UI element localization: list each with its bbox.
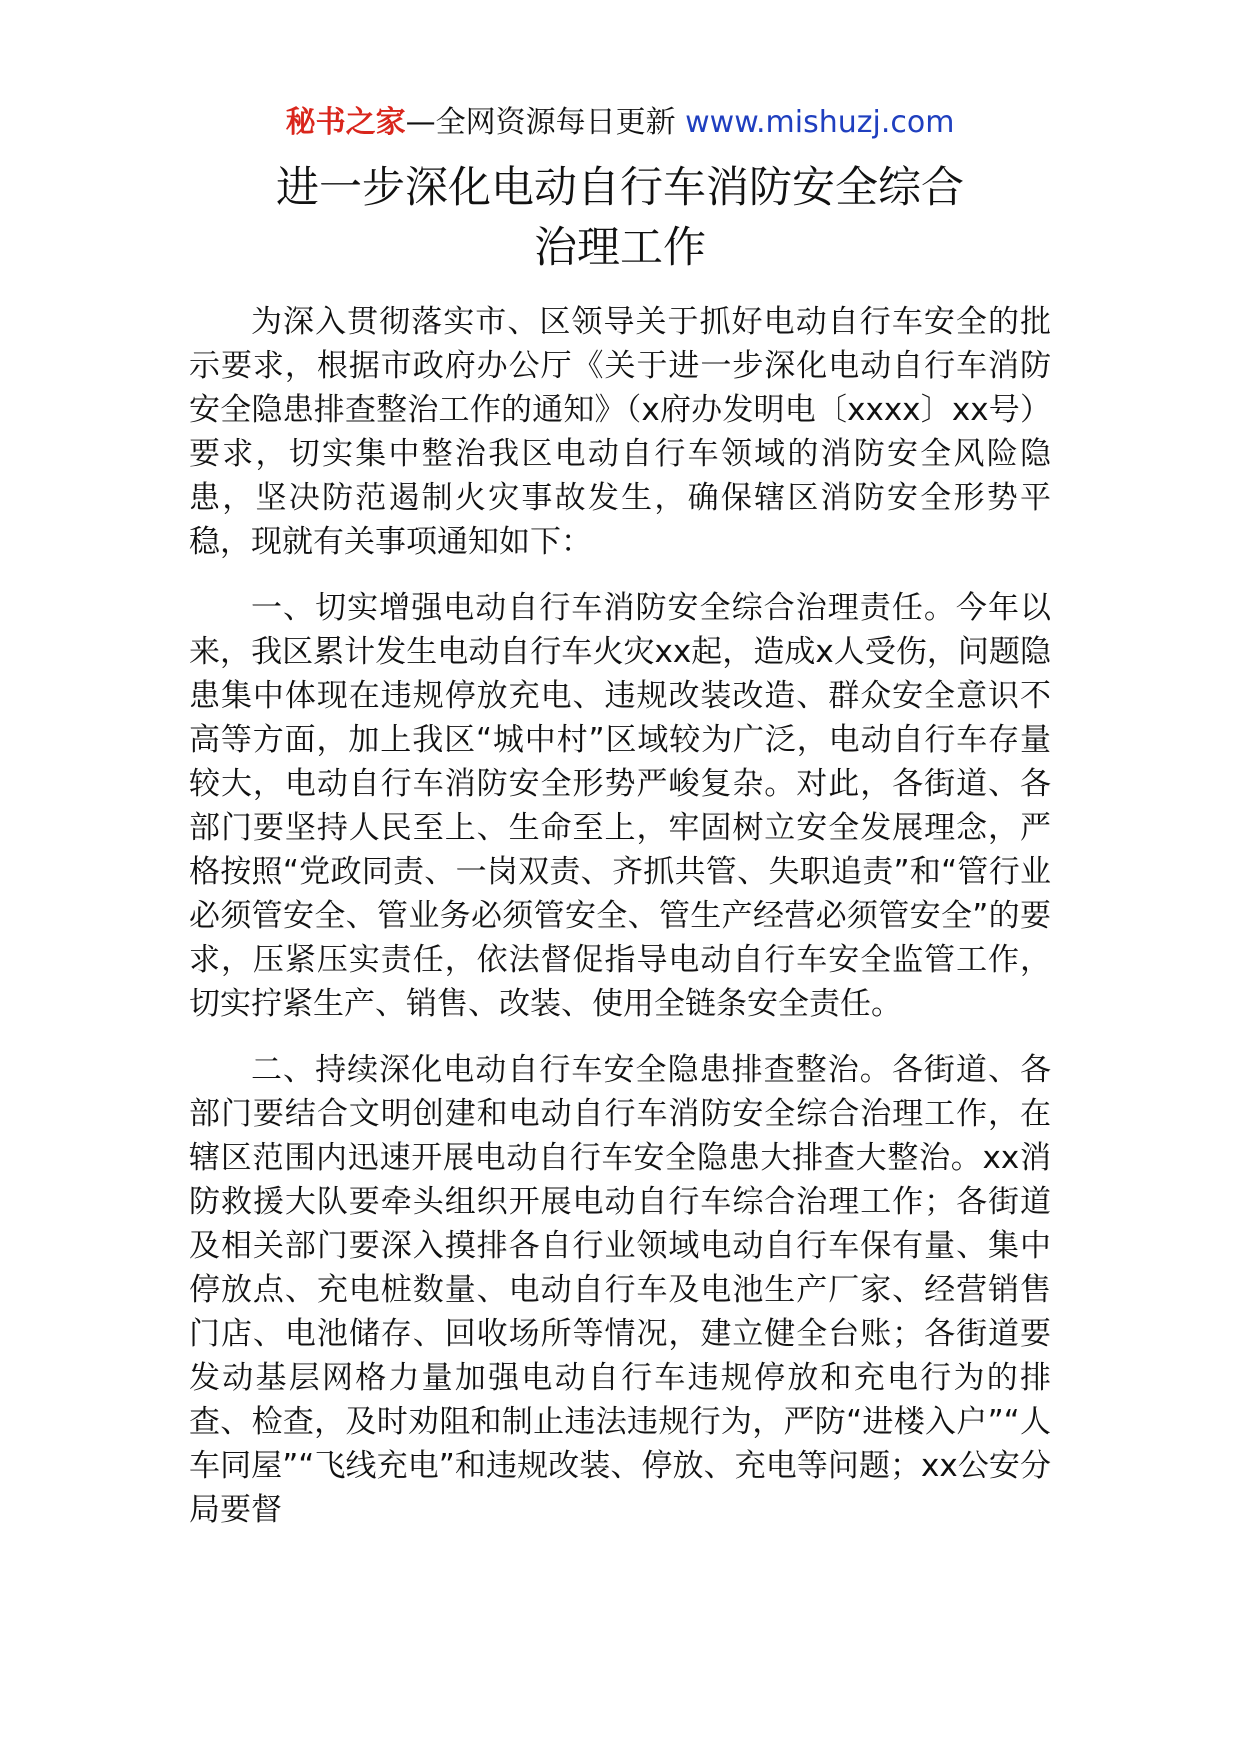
intro-paragraph: 为深入贯彻落实市、区领导关于抓好电动自行车安全的批示要求，根据市政府办公厅《关于进一步深化电动自行车消防安全隐患排查整治工作的通知》（x府办发明电〔xxxx〕xx号）要求，切实集中整治我区电动自行车领域的消防安全风险隐患，坚决防范遏制火灾事故发生，确保辖区消防安全形势平稳，现就有关事项通知如下： [189, 304, 1051, 560]
document-title [150, 158, 1090, 278]
site-url[interactable]: www.mishuzj.com [685, 105, 955, 140]
section-2-paragraph: 二、持续深化电动自行车安全隐患排查整治。各街道、各部门要结合文明创建和电动自行车消防安全综合治理工作，在辖区范围内迅速开展电动自行车安全隐患大排查大整治。xx消防救援大队要牵头组织开展电动自行车综合治理工作；各街道及相关部门要深入摸排各自行业领域电动自行车保有量、集中停放点、充电桩数量、电动自行车及电池生产厂家、经营销售门店、电池储存、回收场所等情况，建立健全台账；各街道要发动基层网格力量加强电动自行车违规停放和充电行为的排查、检查，及时劝阻和制止违法违规行为，严防“进楼入户”“人车同屋”“飞线充电”和违规改装、停放、充电等问题；xx公安分局要督 [189, 1052, 1051, 1528]
site-brand: 秘书之家 [285, 105, 406, 140]
document-title-line-1: 进一步深化电动自行车消防安全综合 [276, 163, 964, 213]
site-slogan: —全网资源每日更新 [405, 105, 686, 140]
document-body [189, 300, 1051, 1554]
document-title-line-2: 治理工作 [534, 223, 706, 273]
section-1-paragraph: 一、切实增强电动自行车消防安全综合治理责任。今年以来，我区累计发生电动自行车火灾xx起，造成x人受伤，问题隐患集中体现在违规停放充电、违规改装改造、群众安全意识不高等方面，加上我区“城中村”区域较为广泛，电动自行车存量较大，电动自行车消防安全形势严峻复杂。对此，各街道、各部门要坚持人民至上、生命至上，牢固树立安全发展理念，严格按照“党政同责、一岗双责、齐抓共管、失职追责”和“管行业必须管安全、管业务必须管安全、管生产经营必须管安全”的要求，压紧压实责任，依法督促指导电动自行车安全监管工作，切实拧紧生产、销售、改装、使用全链条安全责任。 [189, 590, 1051, 1022]
site-header [0, 100, 1240, 146]
